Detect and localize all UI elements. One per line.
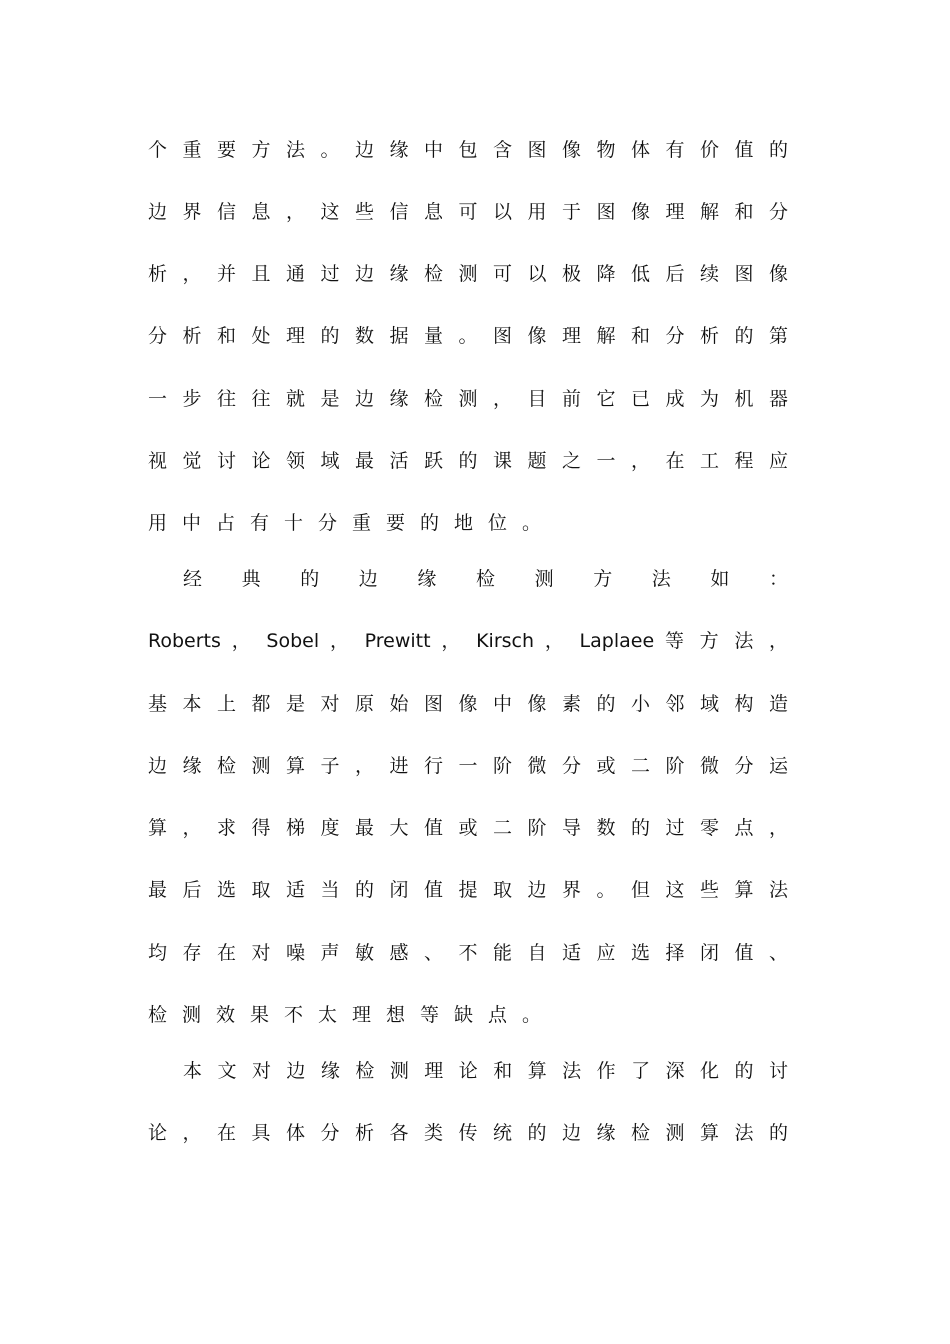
text-line-9: Roberts ， Sobel ， Prewitt ， Kirsch ， Laplaee 等 方 法 ， — [148, 630, 788, 652]
text-line-16: 本 文 对 边 缘 检 测 理 论 和 算 法 作 了 深 化 的 讨 — [183, 1060, 788, 1082]
text-line-12: 算 ， 求 得 梯 度 最 大 值 或 二 阶 导 数 的 过 零 点 ， — [148, 817, 788, 839]
text-line-7: 用中占有十分重要的地位。 — [148, 512, 557, 534]
text-line-6: 视 觉 讨 论 领 域 最 活 跃 的 课 题 之 一 ， 在 工 程 应 — [148, 450, 788, 472]
text-line-3: 析 ， 并 且 通 过 边 缘 检 测 可 以 极 降 低 后 续 图 像 — [148, 263, 788, 285]
text-line-17: 论 ， 在 具 体 分 析 各 类 传 统 的 边 缘 检 测 算 法 的 — [148, 1122, 788, 1144]
text-line-4: 分 析 和 处 理 的 数 据 量 。 图 像 理 解 和 分 析 的 第 — [148, 325, 788, 347]
text-line-8: 经 典 的 边 缘 检 测 方 法 如 ： — [183, 568, 788, 590]
text-line-11: 边 缘 检 测 算 子 ， 进 行 一 阶 微 分 或 二 阶 微 分 运 — [148, 755, 788, 777]
text-line-13: 最 后 选 取 适 当 的 闭 值 提 取 边 界 。 但 这 些 算 法 — [148, 879, 788, 901]
text-line-5: 一 步 往 往 就 是 边 缘 检 测 ， 目 前 它 已 成 为 机 器 — [148, 388, 788, 410]
text-line-10: 基 本 上 都 是 对 原 始 图 像 中 像 素 的 小 邻 域 构 造 — [148, 693, 788, 715]
text-line-1: 个 重 要 方 法 。 边 缘 中 包 含 图 像 物 体 有 价 值 的 — [148, 139, 788, 161]
text-line-14: 均 存 在 对 噪 声 敏 感 、 不 能 自 适 应 选 择 闭 值 、 — [148, 942, 788, 964]
text-line-15: 检测效果不太理想等缺点。 — [148, 1004, 557, 1026]
text-line-2: 边 界 信 息 ， 这 些 信 息 可 以 用 于 图 像 理 解 和 分 — [148, 201, 788, 223]
